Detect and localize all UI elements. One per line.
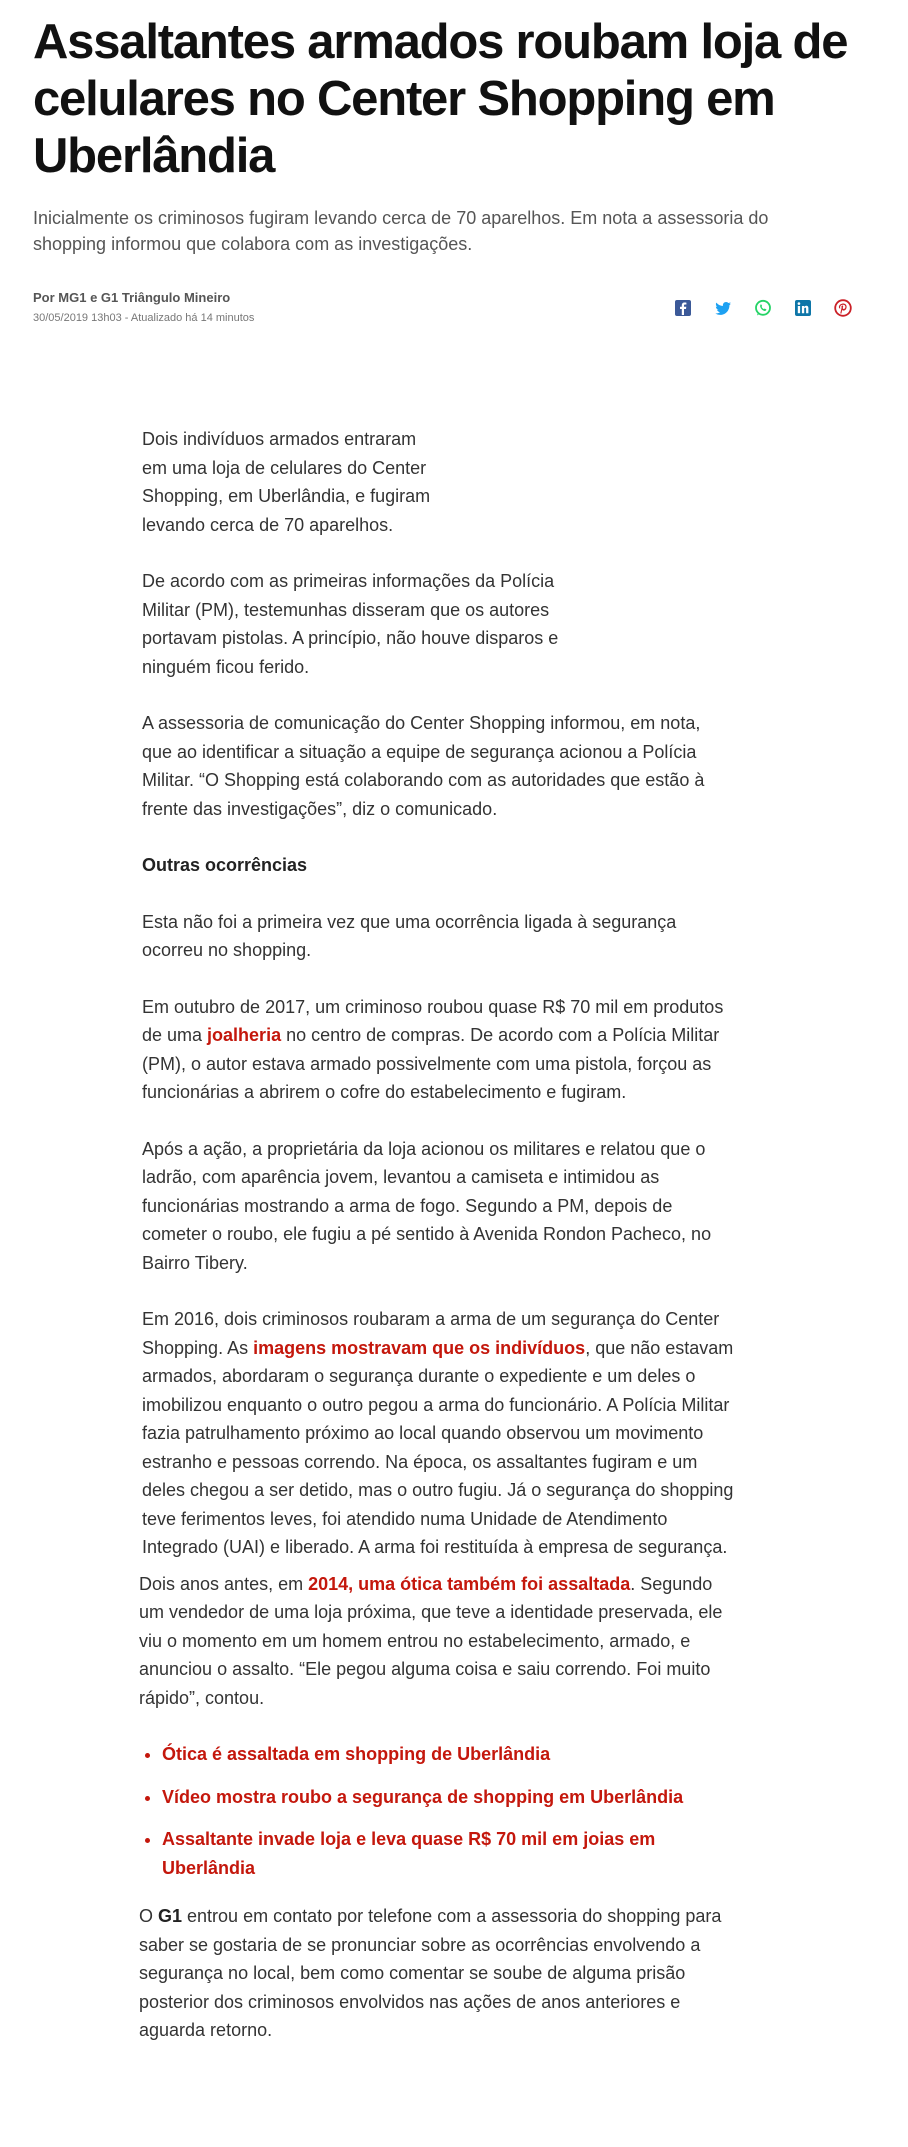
list-item	[162, 1740, 702, 1769]
optics-robbery-link[interactable]: 2014, uma ótica também foi assaltada	[308, 1573, 631, 1594]
paragraph-text: . Segundo um vendedor de uma loja próxima, que teve a identidade preservada, ele viu o momento em um homem entrou no estabelecimento, armado, e anunciou o assalto. “Ele pegou alguma coisa e saiu correndo. Foi muito rápido”, contou.	[139, 1573, 723, 1708]
paragraph-text: Em 2016, dois criminosos roubaram a arma de um segurança do Center Shopping. As	[142, 1309, 720, 1358]
paragraph	[142, 1305, 742, 1562]
section-heading: Outras ocorrências	[142, 855, 308, 875]
list-item	[162, 1783, 702, 1812]
linkedin-share-button[interactable]	[793, 298, 813, 318]
article-body	[139, 425, 742, 2045]
paragraph: A assessoria de comunicação do Center Shopping informou, em nota, que ao identificar a situação a equipe de segurança acionou a Polícia Militar. “O Shopping está colaborando com as autoridades que estão à frente das investigações”, diz o comunicado.	[142, 713, 705, 819]
jewelry-link[interactable]: joalheria	[207, 1025, 282, 1045]
whatsapp-share-button[interactable]	[753, 298, 773, 318]
article-subtitle: Inicialmente os criminosos fugiram levando cerca de 70 aparelhos. Em nota a assessoria do shopping informou que colabora com as investigações.	[33, 208, 769, 254]
linkedin-icon	[793, 298, 813, 318]
paragraph-text: no centro de compras. De acordo com a Polícia Militar (PM), o autor estava armado possivelmente com uma pistola, forçou as funcionárias a abrirem o cofre do estabelecimento e fugiram.	[142, 1025, 720, 1102]
article-header	[33, 14, 853, 257]
related-links-list	[142, 1740, 702, 1882]
byline	[33, 290, 853, 334]
g1-brand: G1	[158, 1906, 183, 1926]
article-author: Por MG1 e G1 Triângulo Mineiro	[33, 290, 231, 305]
paragraph	[139, 1570, 739, 1713]
pinterest-icon	[833, 298, 853, 318]
paragraph-text: Em outubro de 2017, um criminoso roubou quase R$ 70 mil em produtos de uma	[142, 996, 724, 1045]
related-link[interactable]: Assaltante invade loja e leva quase R$ 70 mil em joias em Uberlândia	[162, 1829, 656, 1878]
images-link[interactable]: imagens mostravam que os indivíduos	[253, 1337, 586, 1358]
paragraph	[139, 1902, 729, 2045]
related-link[interactable]: Vídeo mostra roubo a segurança de shopping em Uberlândia	[162, 1786, 684, 1807]
twitter-icon	[713, 298, 733, 318]
paragraph-text: De acordo com as primeiras informações da Polícia Militar (PM), testemunhas disseram que os autores portavam pistolas. A princípio, não houve disparos e ninguém ficou ferido.	[142, 571, 559, 677]
related-link[interactable]: Ótica é assaltada em shopping de Uberlândia	[162, 1744, 551, 1764]
article-date: 30/05/2019 13h03 - Atualizado há 14 minutos	[33, 312, 255, 324]
paragraph-text: O	[139, 1906, 159, 1926]
facebook-icon	[673, 298, 693, 318]
facebook-share-button[interactable]	[673, 298, 693, 318]
list-item	[162, 1825, 702, 1882]
paragraph: Esta não foi a primeira vez que uma ocorrência ligada à segurança ocorreu no shopping.	[142, 911, 677, 960]
share-bar	[673, 298, 853, 318]
paragraph-text: entrou em contato por telefone com a assessoria do shopping para saber se gostaria de se pronunciar sobre as ocorrências envolvendo a segurança no local, bem como comentar se soube de alguma prisão posterior dos criminosos envolvidos nas ações de anos anteriores e aguarda retorno.	[139, 1906, 722, 2040]
paragraph: Dois indivíduos armados entraram em uma loja de celulares do Center Shopping, em Uberlândia, e fugiram levando cerca de 70 aparelhos.	[142, 429, 431, 535]
pinterest-share-button[interactable]	[833, 298, 853, 318]
article-title: Assaltantes armados roubam loja de celulares no Center Shopping em Uberlândia	[33, 15, 848, 183]
paragraph-text: Dois anos antes, em	[139, 1573, 309, 1594]
twitter-share-button[interactable]	[713, 298, 733, 318]
paragraph: Após a ação, a proprietária da loja acionou os militares e relatou que o ladrão, com aparência jovem, levantou a camiseta e intimidou as funcionárias mostrando a arma de fogo. Segundo a PM, depois de cometer o roubo, ele fugiu a pé sentido à Avenida Rondon Pacheco, no Bairro Tibery.	[142, 1138, 712, 1273]
whatsapp-icon	[753, 298, 773, 318]
paragraph	[142, 993, 732, 1107]
paragraph	[142, 567, 602, 681]
paragraph-text: , que não estavam armados, abordaram o segurança durante o expediente e um deles o imobilizou enquanto o outro pegou a arma do funcionário. A Polícia Militar fazia patrulhamento próximo ao local quando observou um movimento estranho e pessoas correndo. Na época, os assaltantes fugiram e um deles chegou a ser detido, mas o outro fugiu. Já o segurança do shopping teve ferimentos leves, foi atendido numa Unidade de Atendimento Integrado (UAI) e liberado. A arma foi restituída à empresa de segurança.	[142, 1337, 734, 1557]
